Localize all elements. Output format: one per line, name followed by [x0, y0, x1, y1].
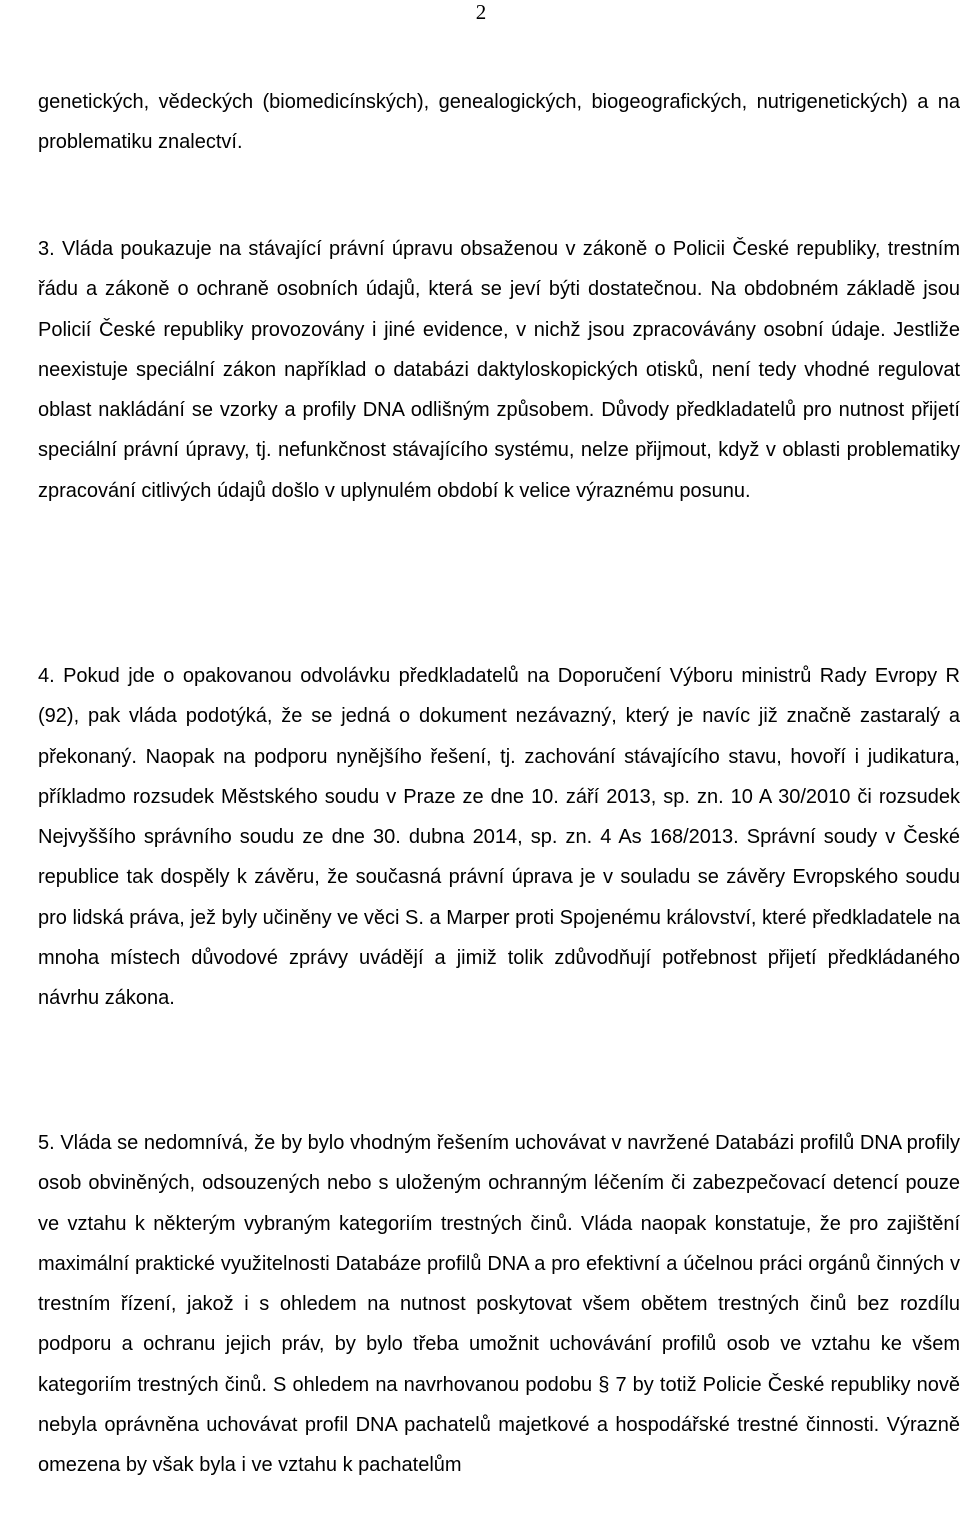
paragraph-intro-continuation: genetických, vědeckých (biomedicínských), genealogických, biogeografických, nutrigenetických) a na problematiku znalectví.	[38, 91, 960, 154]
paragraph-point-3: 3. Vláda poukazuje na stávající právní úpravu obsaženou v zákoně o Policii České republiky, trestním řádu a zákoně o ochraně osobních údajů, která se jeví býti dostatečnou. Na obdobném základě jsou Policií České republiky provozovány i jiné evidence, v nichž jsou zpracovávány osobní údaje. Jestliže neexistuje speciální zákon například o databázi daktyloskopických otisků, není tedy vhodné regulovat oblast nakládání se vzorky a profily DNA odlišným způsobem. Důvody předkladatelů pro nutnost přijetí speciální právní úpravy, tj. nefunkčnost stávajícího systému, nelze přijmout, když v oblasti problematiky zpracování citlivých údajů došlo v uplynulém období k velice výraznému posunu.	[38, 238, 960, 502]
paragraph-point-4: 4. Pokud jde o opakovanou odvolávku předkladatelů na Doporučení Výboru ministrů Rady Evropy R (92), pak vláda podotýká, že se jedná o dokument nezávazný, který je navíc již značně zastaralý a překonaný. Naopak na podporu nynějšího řešení, tj. zachování stávajícího stavu, hovoří i judikatura, příkladmo rozsudek Městského soudu v Praze ze dne 10. září 2013, sp. zn. 10 A 30/2010 či rozsudek Nejvyššího správního soudu ze dne 30. dubna 2014, sp. zn. 4 As 168/2013. Správní soudy v České republice tak dospěly k závěru, že současná právní úprava je v souladu se závěry Evropského soudu pro lidská práva, jež byly učiněny ve věci S. a Marper proti Spojenému království, které předkladatele na mnoha místech důvodové zprávy uvádějí a jimiž tolik zdůvodňují potřebnost přijetí předkládaného návrhu zákona.	[38, 665, 960, 1010]
paragraph-point-5: 5. Vláda se nedomnívá, že by bylo vhodným řešením uchovávat v navržené Databázi profilů DNA profily osob obviněných, odsouzených nebo s uloženým ochranným léčením či zabezpečovací detencí pouze ve vztahu k některým vybraným kategoriím trestných činů. Vláda naopak konstatuje, že pro zajištění maximální praktické využitelnosti Databáze profilů DNA a pro efektivní a účelnou práci orgánů činných v trestním řízení, jakož i s ohledem na nutnost poskytovat všem obětem trestných činů bez rozdílu podporu a ochranu jejich práv, by bylo třeba umožnit uchovávání profilů osob ve vztahu ke všem kategoriím trestných činů. S ohledem na navrhovanou podobu § 7 by totiž Policie České republiky nově nebyla oprávněna uchovávat profil DNA pachatelů majetkové a hospodářské trestné činnosti. Výrazně omezena by však byla i ve vztahu k pachatelům	[38, 1132, 960, 1477]
page-number: 2	[475, 0, 487, 24]
